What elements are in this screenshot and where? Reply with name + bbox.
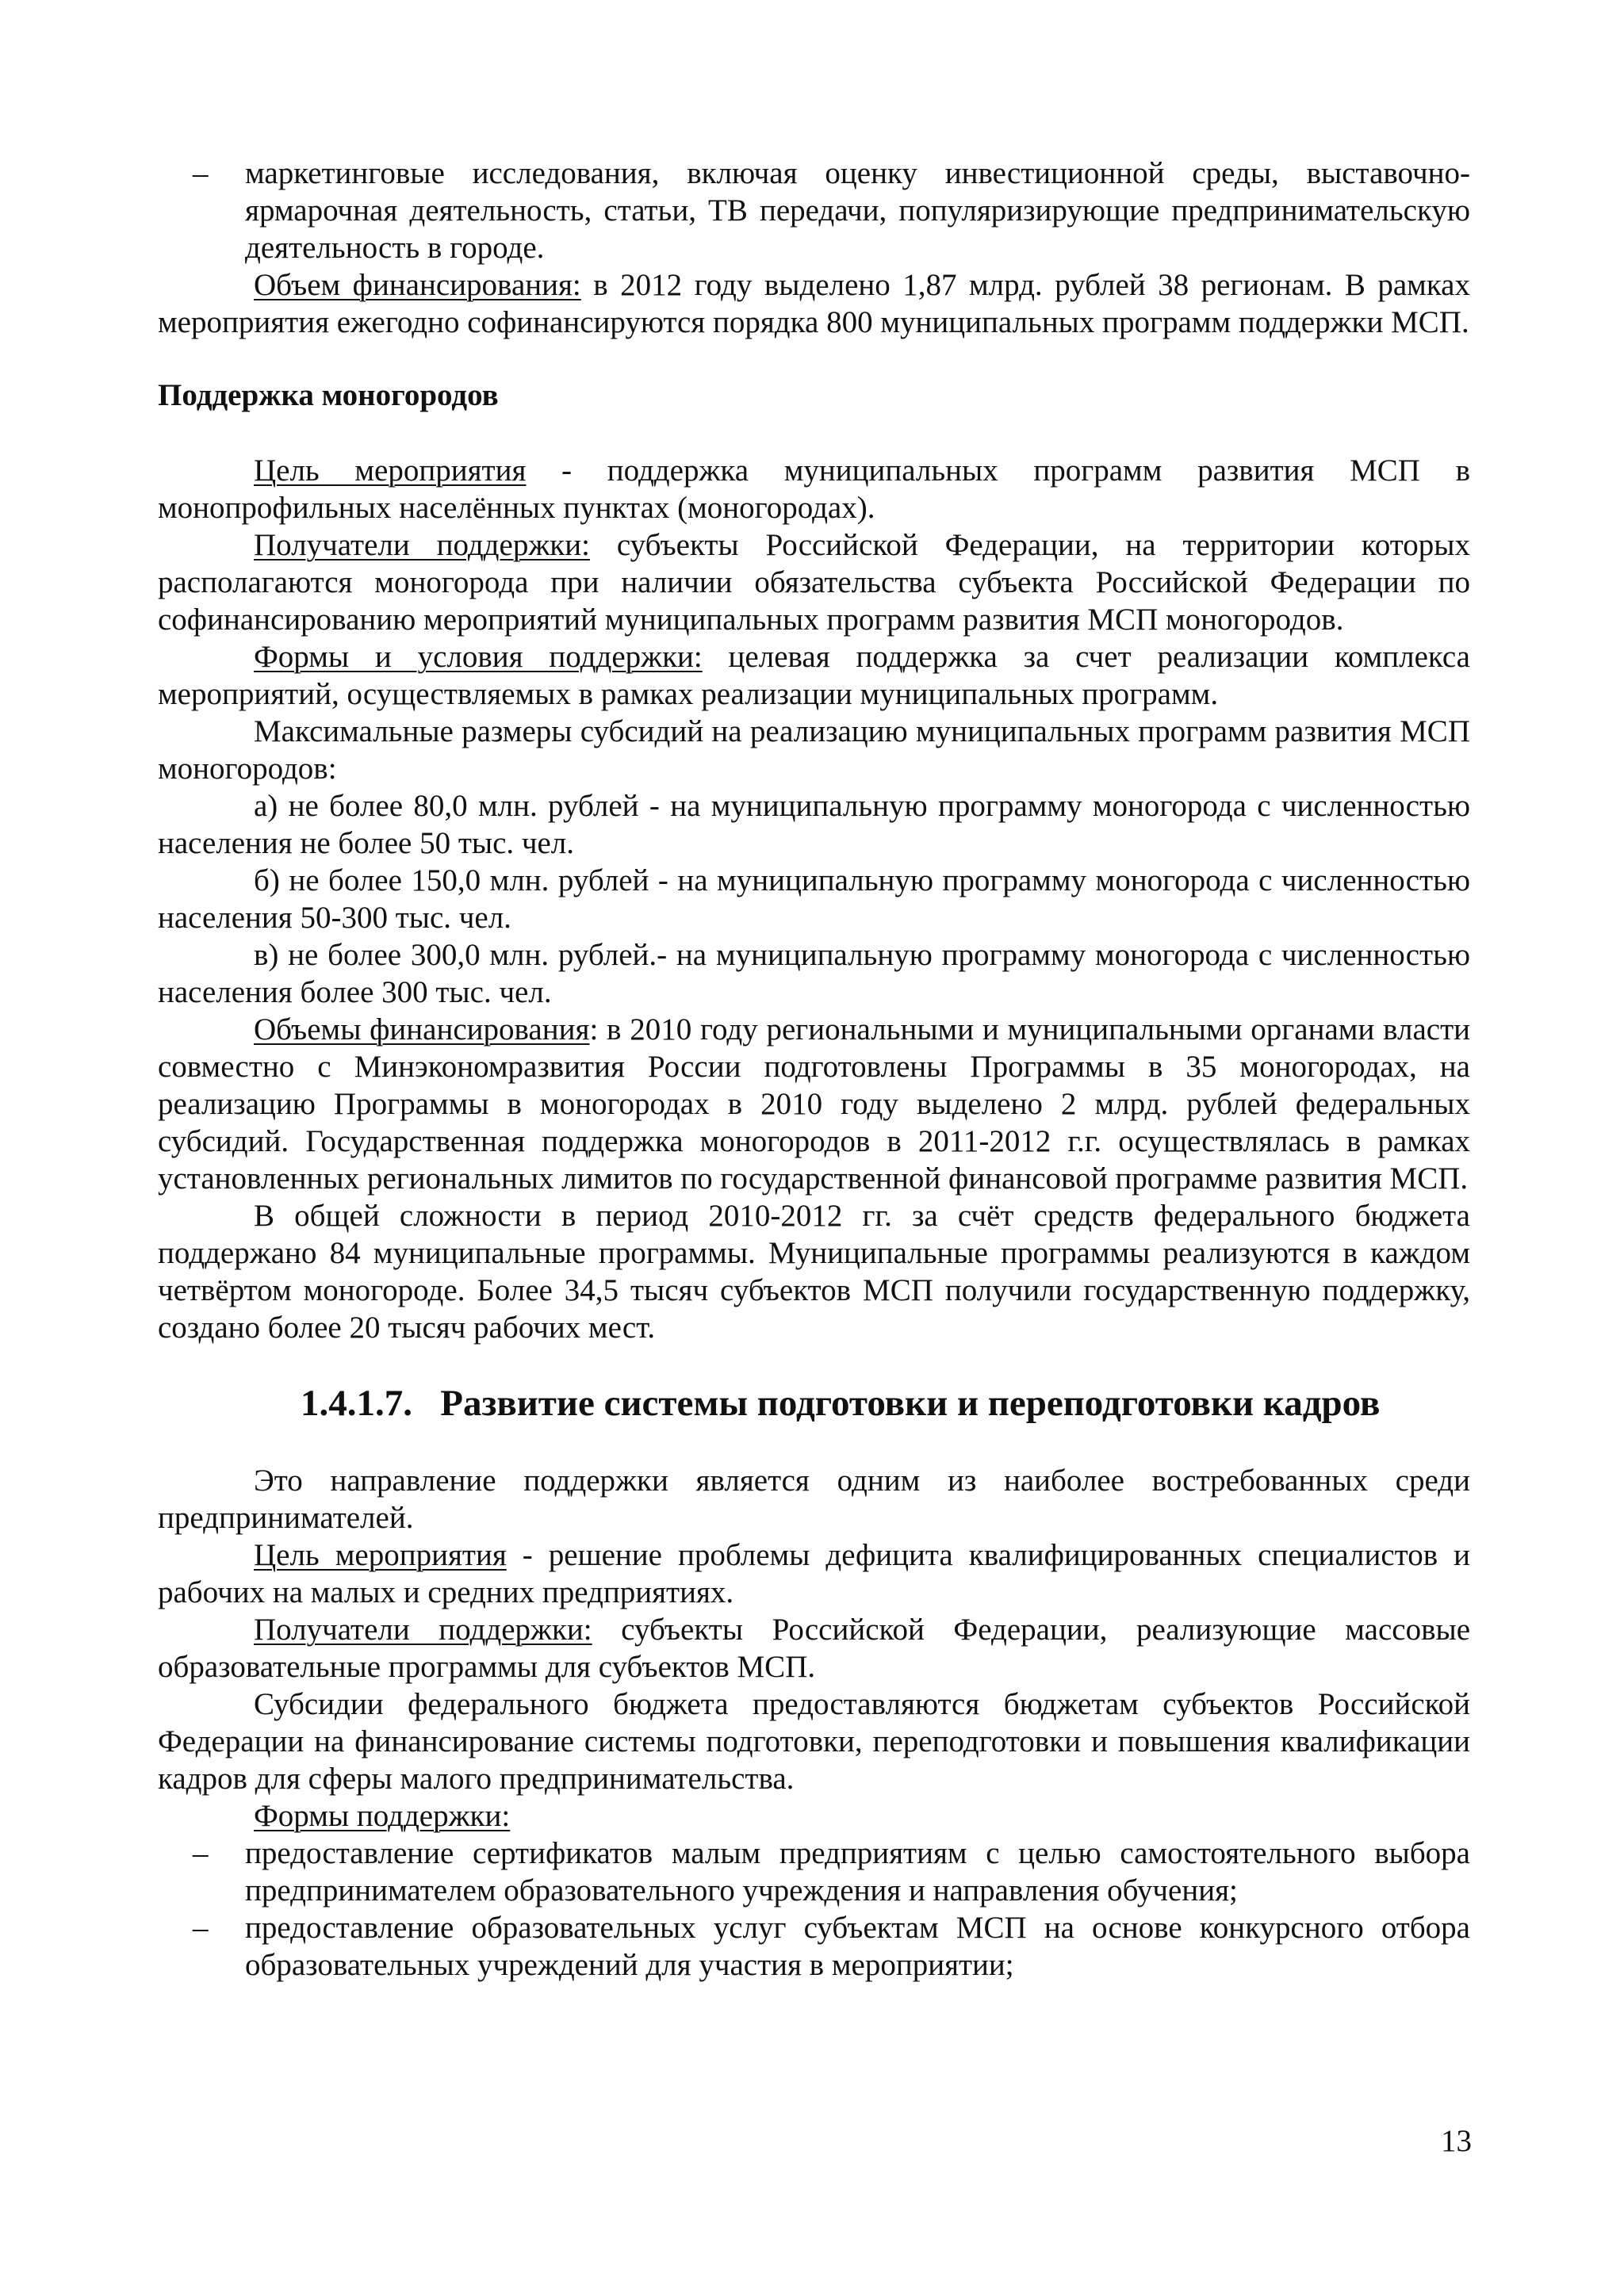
paragraph-funding-volume xyxy=(158,266,1470,341)
dash-marker: – xyxy=(193,1836,209,1870)
paragraph-monotowns-summary: В общей сложности в период 2010-2012 гг. за счёт средств федерального бюджета поддержано 84 муниципальные программы. Муниципальные программы реализуются в каждом четвёртом моногороде. Более 34,5 тысяч субъектов МСП получили государственную поддержку, создано более 20 тысяч рабочих мест. xyxy=(158,1199,1470,1345)
list-item-certificates xyxy=(158,1835,1470,1909)
volumes-text: : в 2010 году региональными и муниципальными органами власти совместно с Минэкономразвития России подготовлены Программы в 35 моногородах, на реализацию Программы в моногородах в 2010 году выделено 2 млрд. рублей федеральных субсидий. Государственная поддержка моногородов в 2011-2012 г.г. осуществлялась в рамках установленных региональных лимитов по государственной финансовой программе развития МСП. xyxy=(158,1012,1470,1196)
section-heading xyxy=(158,1381,1470,1425)
paragraph-item-c: в) не более 300,0 млн. рублей.- на муниципальную программу моногорода с численностью населения более 300 тыс. чел. xyxy=(158,938,1470,1009)
paragraph-section-goal xyxy=(158,1536,1470,1611)
funding-volume-text: в 2012 году выделено 1,87 млрд. рублей 38 регионам. В рамках мероприятия ежегодно софинансируются порядка 800 муниципальных программ поддержки МСП. xyxy=(158,268,1470,339)
page-content xyxy=(158,155,1470,1984)
list-item-text: предоставление сертификатов малым предприятиям с целью самостоятельного выбора предпринимателем образовательного учреждения и направления обучения; xyxy=(245,1836,1470,1908)
monotowns-heading: Поддержка моногородов xyxy=(158,378,499,412)
volumes-label: Объемы финансирования xyxy=(254,1012,590,1047)
dash-marker: – xyxy=(193,156,209,190)
goal-label: Цель мероприятия xyxy=(254,1538,507,1572)
list-item-text: предоставление образовательных услуг субъектам МСП на основе конкурсного отбора образовательных учреждений для участия в мероприятии; xyxy=(245,1911,1470,1982)
forms-label: Формы поддержки: xyxy=(254,1799,511,1833)
paragraph-monotowns-goal xyxy=(158,452,1470,526)
paragraph-section-intro: Это направление поддержки является одним из наиболее востребованных среди предпринимателей. xyxy=(158,1464,1470,1535)
list-item-marketing xyxy=(158,155,1470,266)
recipients-text: субъекты Российской Федерации, на территории которых располагаются моногорода при наличии обязательства субъекта Российской Федерации по софинансированию мероприятий муниципальных программ развития МСП моногородов. xyxy=(158,528,1470,637)
section-number: 1.4.1.7. xyxy=(301,1383,412,1424)
paragraph-forms-label xyxy=(158,1797,1470,1835)
paragraph-monotowns-volumes xyxy=(158,1011,1470,1197)
paragraph-monotowns-recipients xyxy=(158,526,1470,638)
recipients-label: Получатели поддержки: xyxy=(254,528,590,562)
recipients-label: Получатели поддержки: xyxy=(254,1613,592,1647)
goal-text: - решение проблемы дефицита квалифицированных специалистов и рабочих на малых и средних предприятиях. xyxy=(158,1538,1470,1609)
recipients-text: субъекты Российской Федерации, реализующие массовые образовательные программы для субъектов МСП. xyxy=(158,1613,1471,1684)
forms-text: целевая поддержка за счет реализации комплекса мероприятий, осуществляемых в рамках реализации муниципальных программ. xyxy=(158,640,1470,711)
paragraph-section-recipients xyxy=(158,1611,1470,1686)
paragraph-max-sizes: Максимальные размеры субсидий на реализацию муниципальных программ развития МСП моногородов: xyxy=(158,714,1470,786)
forms-label: Формы и условия поддержки: xyxy=(254,640,703,674)
list-item-educational-services xyxy=(158,1909,1470,1984)
goal-label: Цель мероприятия xyxy=(254,453,527,488)
page-number: 13 xyxy=(1441,2124,1472,2158)
funding-volume-label: Объем финансирования: xyxy=(254,268,581,302)
goal-text: - поддержка муниципальных программ развития МСП в монопрофильных населённых пунктах (моногородах). xyxy=(158,453,1471,525)
paragraph-section-subsidies: Субсидии федерального бюджета предоставляются бюджетам субъектов Российской Федерации на финансирование системы подготовки, переподготовки и повышения квалификации кадров для сферы малого предпринимательства. xyxy=(158,1687,1470,1796)
paragraph-item-a: а) не более 80,0 млн. рублей - на муниципальную программу моногорода с численностью населения не более 50 тыс. чел. xyxy=(158,789,1470,860)
paragraph-monotowns-forms xyxy=(158,638,1470,713)
section-title: Развитие системы подготовки и переподготовки кадров xyxy=(440,1383,1381,1424)
dash-marker: – xyxy=(193,1911,209,1945)
list-item-text: маркетинговые исследования, включая оценку инвестиционной среды, выставочно-ярмарочная деятельность, статьи, ТВ передачи, популяризирующие предпринимательскую деятельность в городе. xyxy=(245,156,1470,265)
paragraph-item-b: б) не более 150,0 млн. рублей - на муниципальную программу моногорода с численностью населения 50-300 тыс. чел. xyxy=(158,863,1470,935)
